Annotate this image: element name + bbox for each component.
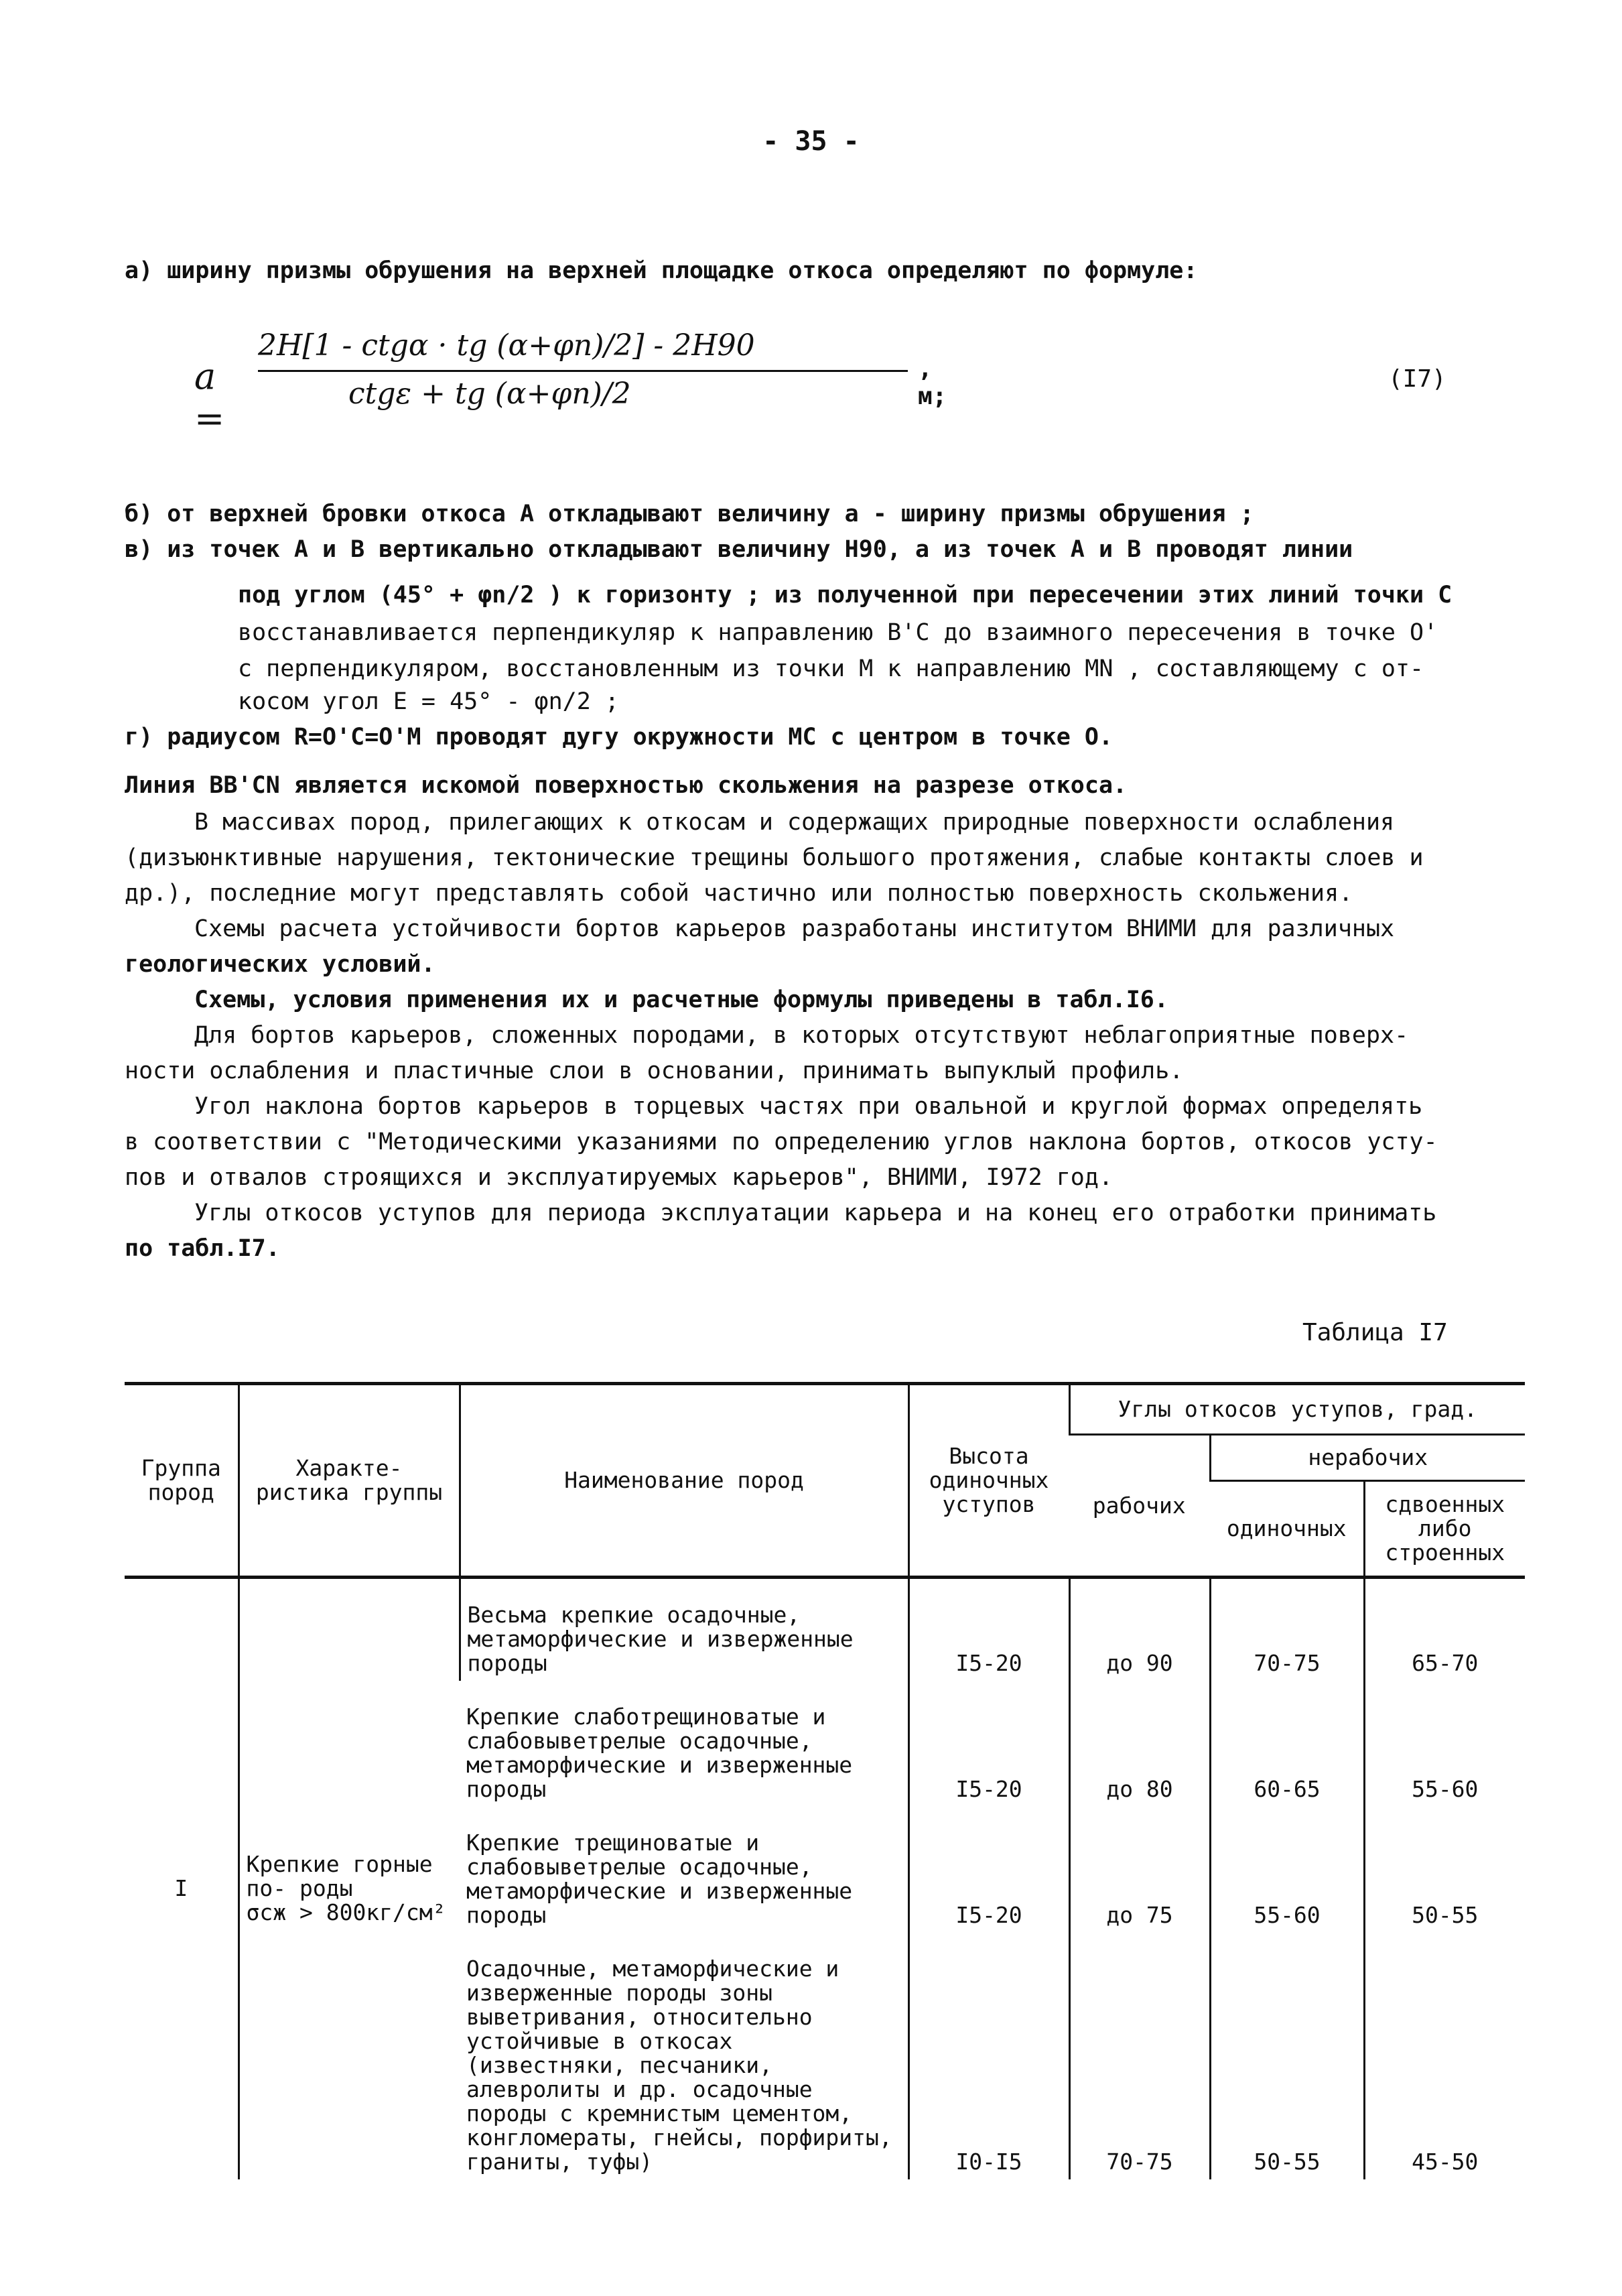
- double-angle: 55-60: [1364, 1681, 1525, 1807]
- rock-name: Крепкие слаботрещиноватые и слабовыветрелые осадочные, метаморфические и изверженные породы: [466, 1704, 853, 1802]
- paragraph-line: (дизъюнктивные нарушения, тектонические трещины большого протяжения, слабые контакты слоев и: [125, 844, 1424, 871]
- step-v-line2: под углом (45° + φn/2 ) к горизонту ; из полученной при пересечении этих линий точки C: [238, 582, 1452, 609]
- step-v-line5: косом угол Е = 45° - φn/2 ;: [238, 688, 619, 715]
- paragraph-line: В массивах пород, прилегающих к откосам и содержащих природные поверхности ослабления: [194, 809, 1395, 836]
- single-angle: 60-65: [1210, 1681, 1364, 1807]
- strength-limit: σсж > 800кг/см²: [246, 1899, 446, 1925]
- bench-height: I0-I5: [908, 1933, 1069, 2179]
- formula-numerator: 2H[1 - ctgα · tg (α+φn)/2] - 2H90: [258, 328, 755, 363]
- step-v-line4: с перпендикуляром, восстановленным из точки M к направлению MN , составляющему с от-: [238, 655, 1424, 682]
- paragraph-line: Угол наклона бортов карьеров в торцевых частях при овальной и круглой формах определять: [194, 1093, 1423, 1120]
- rock-name: Весьма крепкие осадочные, метаморфические и изверженные породы: [460, 1578, 908, 1681]
- paragraph-line: Углы откосов уступов для периода эксплуатации карьера и на конец его отработки принимать: [194, 1200, 1437, 1226]
- bench-height: I5-20: [908, 1578, 1069, 1681]
- paragraph-line: Для бортов карьеров, сложенных породами, в которых отсутствуют неблагоприятные поверх-: [194, 1022, 1409, 1049]
- paragraph-line: в соответствии с "Методическими указаниями по определению углов наклона бортов, откосов усту-: [125, 1129, 1438, 1155]
- table-row: [125, 1578, 1525, 1681]
- step-b: б) от верхней бровки откоса А откладывают величину a - ширину призмы обрушения ;: [125, 501, 1254, 527]
- header-double: сдвоенных либо строенных: [1364, 1481, 1525, 1578]
- working-angle: до 90: [1069, 1578, 1210, 1681]
- paragraph-line: др.), последние могут представлять собой частично или полностью поверхность скольжения.: [125, 880, 1353, 907]
- working-angle: 70-75: [1069, 1933, 1210, 2179]
- working-angle: до 75: [1069, 1807, 1210, 1933]
- paragraph-line: ности ослабления и пластичные слои в основании, принимать выпуклый профиль.: [125, 1058, 1184, 1084]
- double-angle: 65-70: [1364, 1578, 1525, 1681]
- fraction-bar: [258, 370, 908, 372]
- group-number: I: [174, 1875, 188, 1901]
- header-nonworking: нерабочих: [1210, 1435, 1525, 1481]
- paragraph-line: по табл.I7.: [125, 1235, 280, 1262]
- header-working: рабочих: [1069, 1435, 1210, 1578]
- paragraph-line: Линия ВВ'СN является искомой поверхностью скольжения на разрезе откоса.: [125, 772, 1128, 799]
- double-angle: 45-50: [1364, 1933, 1525, 2179]
- intro-text: а) ширину призмы обрушения на верхней площадке откоса определяют по формуле:: [125, 257, 1198, 284]
- working-angle: до 80: [1069, 1681, 1210, 1807]
- group-characteristic-cell: [239, 1578, 460, 2180]
- paragraph-line: геологических условий.: [125, 951, 435, 978]
- header-single: одиночных: [1210, 1481, 1364, 1578]
- single-angle: 70-75: [1210, 1578, 1364, 1681]
- bench-height: I5-20: [908, 1681, 1069, 1807]
- rock-name: Крепкие трещиноватые и слабовыветрелые осадочные, метаморфические и изверженные породы: [466, 1830, 853, 1928]
- step-g: г) радиусом R=O'C=O'M проводят дугу окружности MC с центром в точке O.: [125, 724, 1113, 751]
- paragraph-line: пов и отвалов строящихся и эксплуатируемых карьеров", ВНИМИ, I972 год.: [125, 1164, 1113, 1191]
- group-characteristic: Крепкие горные по- роды: [246, 1851, 433, 1901]
- paragraph-line: Схемы, условия применения их и расчетные формулы приведены в табл.I6.: [194, 986, 1168, 1013]
- table-caption: Таблица I7: [1302, 1319, 1448, 1346]
- double-angle: 50-55: [1364, 1807, 1525, 1933]
- single-angle: 50-55: [1210, 1933, 1364, 2179]
- page-number: - 35 -: [762, 126, 860, 157]
- formula-denominator: ctgε + tg (α+φn)/2: [348, 377, 631, 411]
- formula-unit: , м;: [918, 355, 947, 410]
- paragraph-line: Схемы расчета устойчивости бортов карьеров разработаны институтом ВНИМИ для различных: [194, 915, 1395, 942]
- step-v-line3: восстанавливается перпендикуляр к направлению В'С до взаимного пересечения в точке O': [238, 619, 1438, 646]
- header-angles: Углы откосов уступов, град.: [1069, 1384, 1525, 1435]
- header-rock-name: Наименование пород: [460, 1384, 908, 1578]
- step-v: в) из точек А и В вертикально откладывают величину H90, а из точек А и В проводят линии: [125, 536, 1353, 563]
- header-characteristic: Характе- ристика группы: [239, 1384, 460, 1578]
- header-height: Высота одиночных уступов: [908, 1384, 1069, 1578]
- single-angle: 55-60: [1210, 1807, 1364, 1933]
- bench-height: I5-20: [908, 1807, 1069, 1933]
- rock-name: Осадочные, метаморфические и изверженные породы зоны выветривания, относительно устойчивые в откосах (известняки, песчаники, алевролиты и др. осадочные породы с кремнистым цементом, конгломераты, гнейсы, порфириты, граниты, туфы): [466, 1956, 892, 2175]
- formula-lhs: a =: [194, 355, 225, 440]
- formula-number: (I7): [1388, 365, 1446, 393]
- header-group: Группа пород: [125, 1384, 239, 1578]
- slope-angles-table: [125, 1382, 1525, 2179]
